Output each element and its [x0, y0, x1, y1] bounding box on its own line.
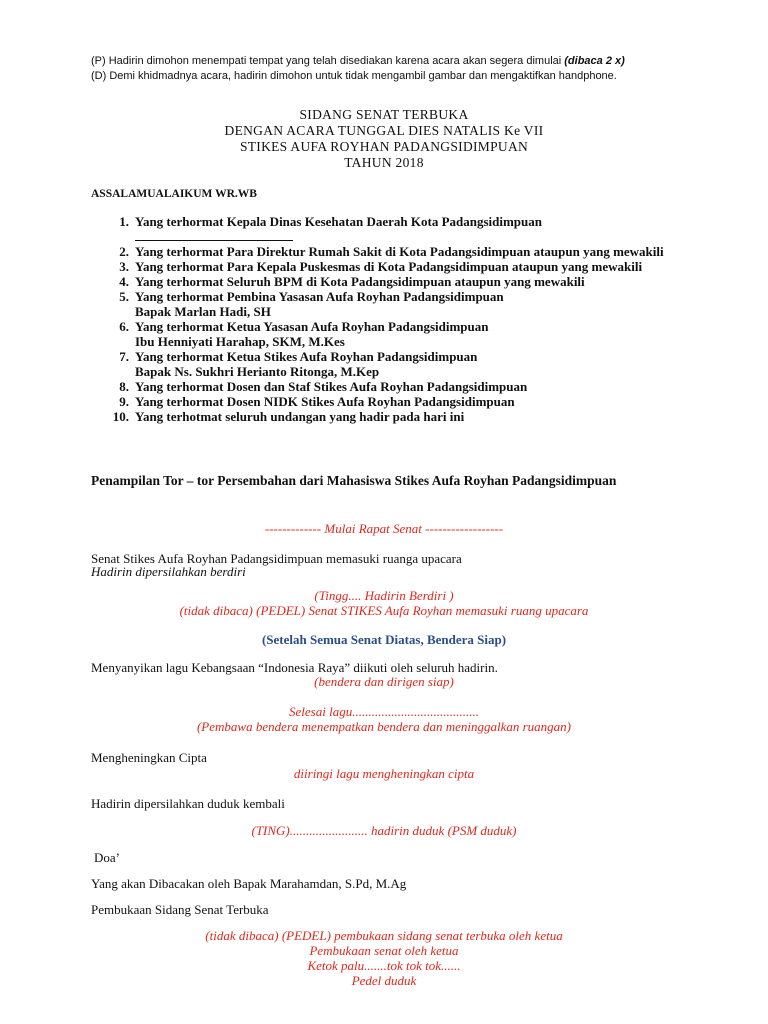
blank-line: [135, 234, 293, 241]
note-p: [91, 55, 625, 67]
title-line-4: TAHUN 2018: [344, 155, 424, 170]
cue-bendera-dirigen: (bendera dan dirigen siap): [314, 674, 454, 689]
list-item: 1. Yang terhormat Kepala Dinas Kesehatan Daerah Kota Padangsidimpuan: [91, 214, 677, 244]
note-p-emphasis: (dibaca 2 x): [564, 55, 625, 67]
cue-ketok-palu: Ketok palu.......tok tok tok......: [307, 958, 461, 973]
title-line-3: STIKES AUFA ROYHAN PADANGSIDIMPUAN: [239, 139, 529, 154]
list-item: 9. Yang terhormat Dosen NIDK Stikes Aufa Royhan Padangsidimpuan: [119, 394, 515, 409]
list-item: 4. Yang terhormat Seluruh BPM di Kota Padangsidimpuan ataupun yang mewakili: [119, 274, 585, 289]
indonesia-raya: Menyanyikan lagu Kebangsaan “Indonesia Raya” diikuti oleh seluruh hadirin.: [91, 660, 498, 675]
list-item: 10. Yang terhotmat seluruh undangan yang hadir pada hari ini: [112, 409, 465, 424]
honorific-list: [91, 214, 677, 424]
senat-masuk: Senat Stikes Aufa Royhan Padangsidimpuan memasuki ruanga upacara: [91, 551, 462, 566]
hadirin-berdiri: Hadirin dipersilahkan berdiri: [91, 564, 246, 579]
penampilan-paragraph: Penampilan Tor – tor Persembahan dari Mahasiswa Stikes Aufa Royhan Padangsidimpuan: [91, 473, 617, 488]
list-item: 7. Yang terhormat Ketua Stikes Aufa Royhan Padangsidimpuan Bapak Ns. Sukhri Herianto Ritonga, M.Kep: [119, 349, 478, 379]
pembukaan-sidang: Pembukaan Sidang Senat Terbuka: [91, 902, 269, 917]
cue-setelah-senat: (Setelah Semua Senat Diatas, Bendera Siap): [261, 632, 507, 647]
dibacakan: Yang akan Dibacakan oleh Bapak Marahamdan, S.Pd, M.Ag: [91, 876, 407, 891]
doa: Doa’: [94, 850, 120, 865]
cue-pedel-masuk: (tidak dibaca) (PEDEL) Senat STIKES Aufa Royhan memasuki ruang upacara: [179, 603, 589, 618]
list-item: 8. Yang terhormat Dosen dan Staf Stikes Aufa Royhan Padangsidimpuan: [119, 379, 528, 394]
list-item: 2. Yang terhormat Para Direktur Rumah Sakit di Kota Padangsidimpuan ataupun yang mewakili: [119, 244, 664, 259]
title-line-2: DENGAN ACARA TUNGGAL DIES NATALIS Ke VII: [224, 123, 544, 138]
mengheningkan-cipta: Mengheningkan Cipta: [91, 750, 207, 765]
list-item: 5. Yang terhormat Pembina Yasasan Aufa Royhan Padangsidimpuan Bapak Marlan Hadi, SH: [119, 289, 504, 319]
cue-pedel-duduk: Pedel duduk: [351, 973, 417, 988]
note-p-text: (P) Hadirin dimohon menempati tempat yang telah disediakan karena acara akan segera dimulai: [91, 55, 565, 67]
cue-selesai-lagu: Selesai lagu.......................................: [289, 704, 479, 719]
note-d: (D) Demi khidmadnya acara, hadirin dimohon untuk tidak mengambil gambar dan mengaktifkan handphone.: [91, 70, 617, 82]
cue-diiringi: diiringi lagu mengheningkan cipta: [293, 766, 475, 781]
duduk-kembali: Hadirin dipersilahkan duduk kembali: [91, 796, 285, 811]
list-item: 6. Yang terhormat Ketua Yasasan Aufa Royhan Padangsidimpuan Ibu Henniyati Harahap, SKM, M.Kes: [119, 319, 489, 349]
list-item: 3. Yang terhormat Para Kepala Puskesmas di Kota Padangsidimpuan ataupun yang mewakili: [119, 259, 643, 274]
cue-pembukaan-ketua: Pembukaan senat oleh ketua: [309, 943, 459, 958]
cue-tinggg: (Tingg.... Hadirin Berdiri ): [314, 588, 454, 603]
cue-ting-duduk: (TING)........................ hadirin duduk (PSM duduk): [251, 823, 517, 838]
greeting: ASSALAMUALAIKUM WR.WB: [91, 188, 257, 200]
mulai-rapat-divider: ------------- Mulai Rapat Senat ------------------: [264, 521, 504, 536]
cue-pembawa-bendera: (Pembawa bendera menempatkan bendera dan meninggalkan ruangan): [196, 719, 572, 734]
title-line-1: SIDANG SENAT TERBUKA: [299, 107, 469, 122]
cue-pedel-pembukaan: (tidak dibaca) (PEDEL) pembukaan sidang senat terbuka oleh ketua: [205, 928, 563, 943]
